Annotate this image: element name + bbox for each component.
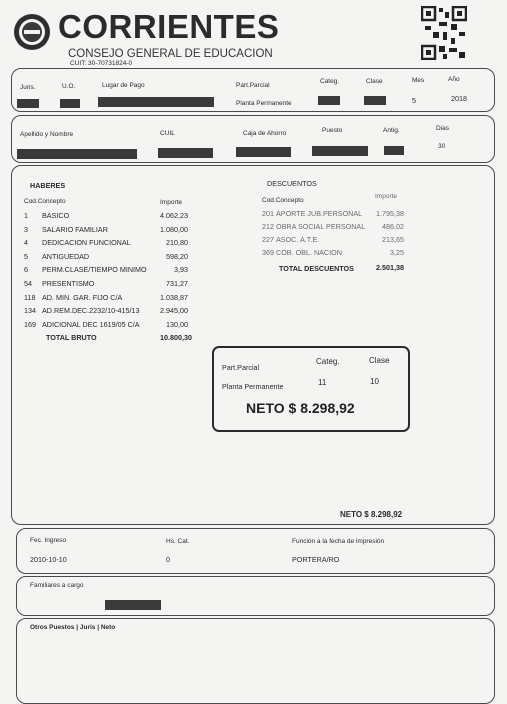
summary-clase-label: Clase <box>369 356 390 365</box>
label-otros-puestos: Otros Puestos | Juris | Neto <box>30 624 116 631</box>
descuentos-rows-concept: OBRA SOCIAL PERSONAL <box>276 222 366 231</box>
haberes-rows-code: 54 <box>24 279 32 288</box>
haberes-rows-concept: ANTIGUEDAD <box>42 251 90 261</box>
haberes-rows-concept: BASICO <box>42 211 70 220</box>
redacted-clase <box>364 96 386 105</box>
planta-permanente: Planta Permanente <box>236 100 292 107</box>
haberes-rows-code: 169 <box>24 319 36 329</box>
haberes-rows-concept: PERM.CLASE/TIEMPO MINIMO <box>42 265 147 275</box>
descuentos-rows-code: 227 <box>262 235 274 244</box>
haberes-rows-amount: 2.945,00 <box>160 306 188 316</box>
descuentos-rows-amount: 1.795,38 <box>376 209 404 218</box>
hs-cat-value: 0 <box>166 555 170 564</box>
haberes-rows-amount: 3,93 <box>174 265 188 275</box>
haberes-rows-amount: 1.080,00 <box>160 224 188 234</box>
redacted-puesto <box>312 146 368 156</box>
redacted-familiares <box>105 600 161 610</box>
redacted-antig <box>384 146 404 155</box>
summary-part-parcial: Part.Parcial <box>222 363 260 372</box>
haberes-rows-amount: 598,20 <box>166 251 188 261</box>
redacted-cuil <box>158 148 213 158</box>
neto-footer: NETO $ 8.298,92 <box>340 510 403 519</box>
label-antig: Antig. <box>383 127 400 134</box>
label-hs-cat: Hs. Cat. <box>166 538 190 545</box>
redacted-juris <box>17 99 39 108</box>
redacted-uo <box>60 99 80 108</box>
descuentos-header-concepto: Cod.Concepto <box>262 197 304 204</box>
label-cuil: CUIL <box>160 130 175 137</box>
qr-code-icon <box>421 6 467 60</box>
total-bruto-value: 10.800,30 <box>160 333 192 342</box>
mes-value: 5 <box>412 96 416 105</box>
haberes-rows-amount: 1.038,87 <box>160 292 188 302</box>
descuentos-rows-code: 369 <box>262 248 274 257</box>
label-anio: Año <box>448 76 460 83</box>
summary-categ-label: Categ. <box>316 357 340 366</box>
dias-value: 30 <box>438 143 446 150</box>
anio-value: 2018 <box>451 94 467 103</box>
descuentos-rows-amount: 213,65 <box>382 235 404 244</box>
haberes-rows-code: 134 <box>24 306 36 316</box>
summary-categ-value: 11 <box>318 378 327 387</box>
haberes-rows-concept: ADICIONAL DEC 1619/05 C/A <box>42 319 140 329</box>
redacted-lugar-pago <box>98 97 214 107</box>
haberes-rows-concept: PRESENTISMO <box>42 279 95 288</box>
province-seal-icon <box>12 12 52 52</box>
descuentos-rows-concept: ASOC. A.T.E. <box>276 235 320 244</box>
haberes-rows-concept: AD. MIN. GAR. FIJO C/A <box>42 292 123 302</box>
haberes-rows-amount: 731,27 <box>166 279 188 288</box>
redacted-caja <box>236 147 291 157</box>
label-fec-ingreso: Fec. Ingreso <box>30 537 67 544</box>
haberes-rows-code: 4 <box>24 238 28 248</box>
descuentos-rows-code: 201 <box>262 209 274 218</box>
haberes-rows-concept: SALARIO FAMILIAR <box>42 224 108 234</box>
total-descuentos-label: TOTAL DESCUENTOS <box>279 264 354 273</box>
ingreso-box <box>16 528 495 574</box>
agency-name: CONSEJO GENERAL DE EDUCACION <box>68 48 273 60</box>
redacted-nombre <box>17 149 137 159</box>
haberes-rows-concept: AD.REM.DEC.2232/10-415/13 <box>42 306 140 316</box>
label-clase: Clase <box>366 78 383 85</box>
haberes-rows-code: 5 <box>24 251 28 261</box>
haberes-rows-concept: DEDICACION FUNCIONAL <box>42 238 131 248</box>
label-apellido-nombre: Apellido y Nombre <box>20 131 74 138</box>
total-bruto-label: TOTAL BRUTO <box>46 333 97 342</box>
label-part-parcial: Part.Parcial <box>236 82 270 89</box>
haberes-rows-code: 1 <box>24 211 28 220</box>
main-box <box>11 165 495 525</box>
haberes-header-concepto: Cod.Concepto <box>24 198 66 205</box>
haberes-rows-code: 118 <box>24 292 36 302</box>
label-dias: Dias <box>436 125 450 132</box>
haberes-title: HABERES <box>30 181 66 190</box>
haberes-rows-amount: 4.062,23 <box>160 211 188 220</box>
haberes-rows-amount: 210,80 <box>166 238 188 248</box>
label-juris: Juris. <box>20 84 36 91</box>
cuit: CUIT: 30-70731824-0 <box>70 60 133 67</box>
summary-planta-permanente: Planta Permanente <box>222 382 284 391</box>
descuentos-header-importe: Importe <box>375 193 398 200</box>
fec-ingreso-value: 2010-10-10 <box>30 555 67 564</box>
total-descuentos-value: 2.501,38 <box>376 263 404 272</box>
label-caja-ahorro: Caja de Ahorro <box>243 130 287 137</box>
familiares-box <box>16 576 495 616</box>
label-puesto: Puesto <box>322 127 343 134</box>
brand-title: CORRIENTES <box>58 8 280 45</box>
descuentos-rows-amount: 3,25 <box>390 248 404 257</box>
descuentos-rows-concept: APORTE JUB.PERSONAL <box>276 209 363 218</box>
descuentos-rows-amount: 486,02 <box>382 222 404 231</box>
haberes-rows-code: 3 <box>24 224 28 234</box>
haberes-rows-code: 6 <box>24 265 28 275</box>
summary-clase-value: 10 <box>370 377 379 386</box>
label-mes: Mes <box>412 77 425 84</box>
haberes-header-importe: Importe <box>160 199 183 206</box>
descuentos-rows-code: 212 <box>262 222 274 231</box>
summary-neto: NETO $ 8.298,92 <box>246 400 355 416</box>
descuentos-rows-concept: COB. OBL. NACION <box>276 248 342 257</box>
haberes-rows-amount: 130,00 <box>166 319 188 329</box>
funcion-value: PORTERA/RO <box>292 555 340 564</box>
redacted-categ <box>318 96 340 105</box>
label-lugar-pago: Lugar de Pago <box>102 82 145 89</box>
label-funcion: Función a la fecha de impresión <box>292 538 385 545</box>
label-categ: Categ. <box>320 78 340 85</box>
label-uo: U.O. <box>62 83 76 90</box>
label-familiares: Familiares a cargo <box>30 582 84 589</box>
descuentos-title: DESCUENTOS <box>267 179 317 188</box>
